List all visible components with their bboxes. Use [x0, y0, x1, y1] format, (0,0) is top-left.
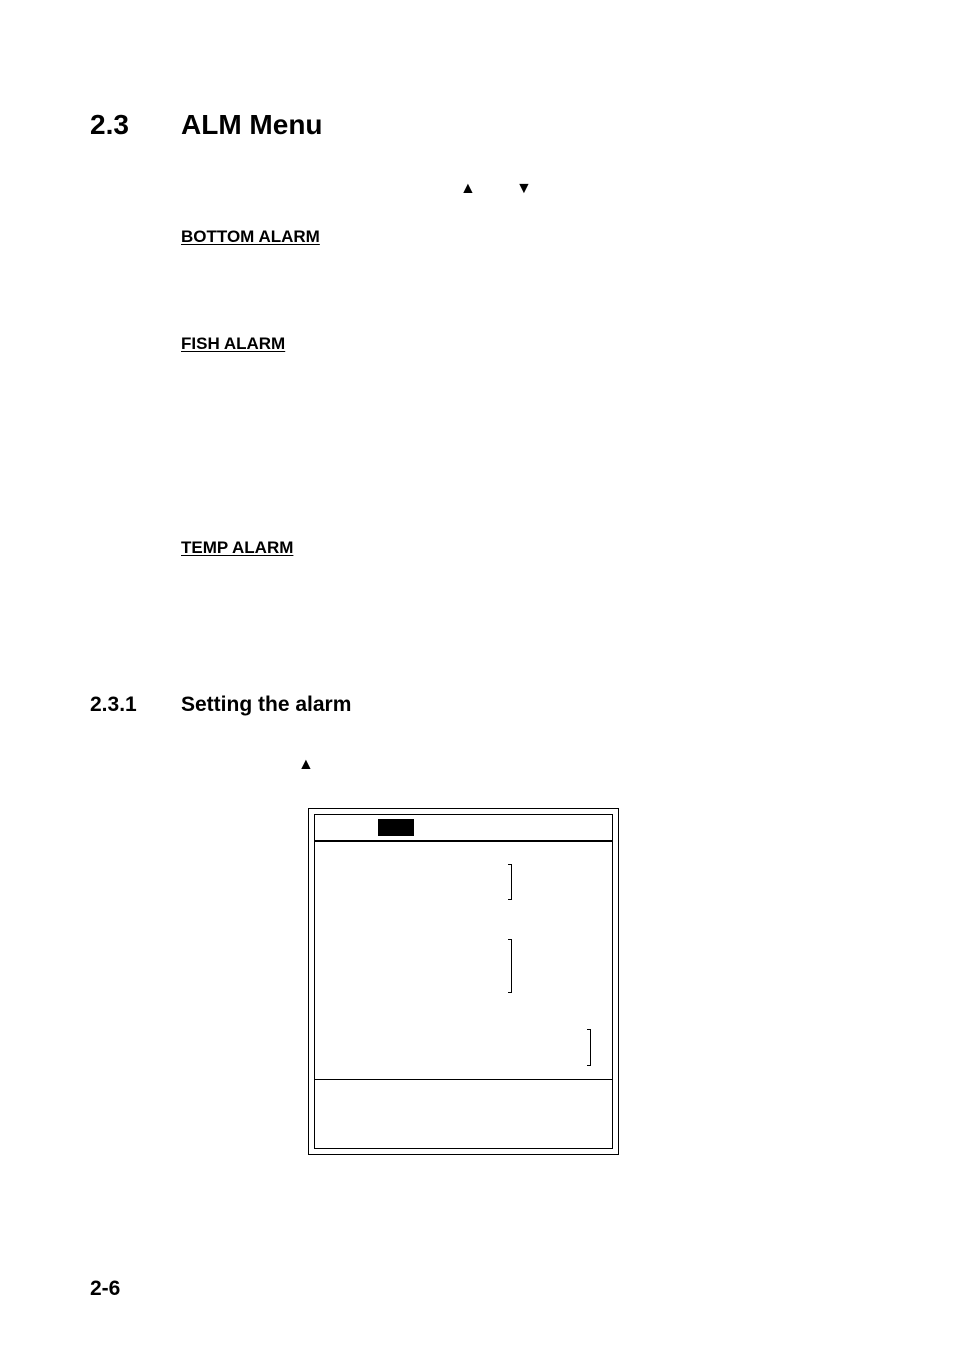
up-arrow-icon: ▲	[298, 756, 314, 773]
down-arrow-icon: ▼	[516, 180, 532, 197]
bottom-alarm-heading: BOTTOM ALARM	[181, 227, 320, 246]
page-number: 2-6	[90, 1277, 121, 1300]
section-title: ALM Menu	[181, 109, 323, 140]
temp-alarm-bracket	[587, 1029, 591, 1066]
up-arrow-icon: ▲	[460, 180, 476, 197]
section-number: 2.3	[90, 109, 129, 140]
menu-title-bar	[315, 815, 612, 842]
subsection-number: 2.3.1	[90, 693, 137, 716]
selected-menu-tab	[378, 819, 414, 836]
display-screen	[314, 814, 613, 1149]
bottom-alarm-bracket	[508, 864, 512, 900]
fish-alarm-heading: FISH ALARM	[181, 334, 286, 353]
subsection-title: Setting the alarm	[181, 693, 352, 716]
guidance-divider	[315, 1079, 612, 1080]
alarm-menu-display-figure	[308, 808, 619, 1155]
fish-alarm-bracket	[508, 939, 512, 993]
temp-alarm-heading: TEMP ALARM	[181, 538, 294, 557]
